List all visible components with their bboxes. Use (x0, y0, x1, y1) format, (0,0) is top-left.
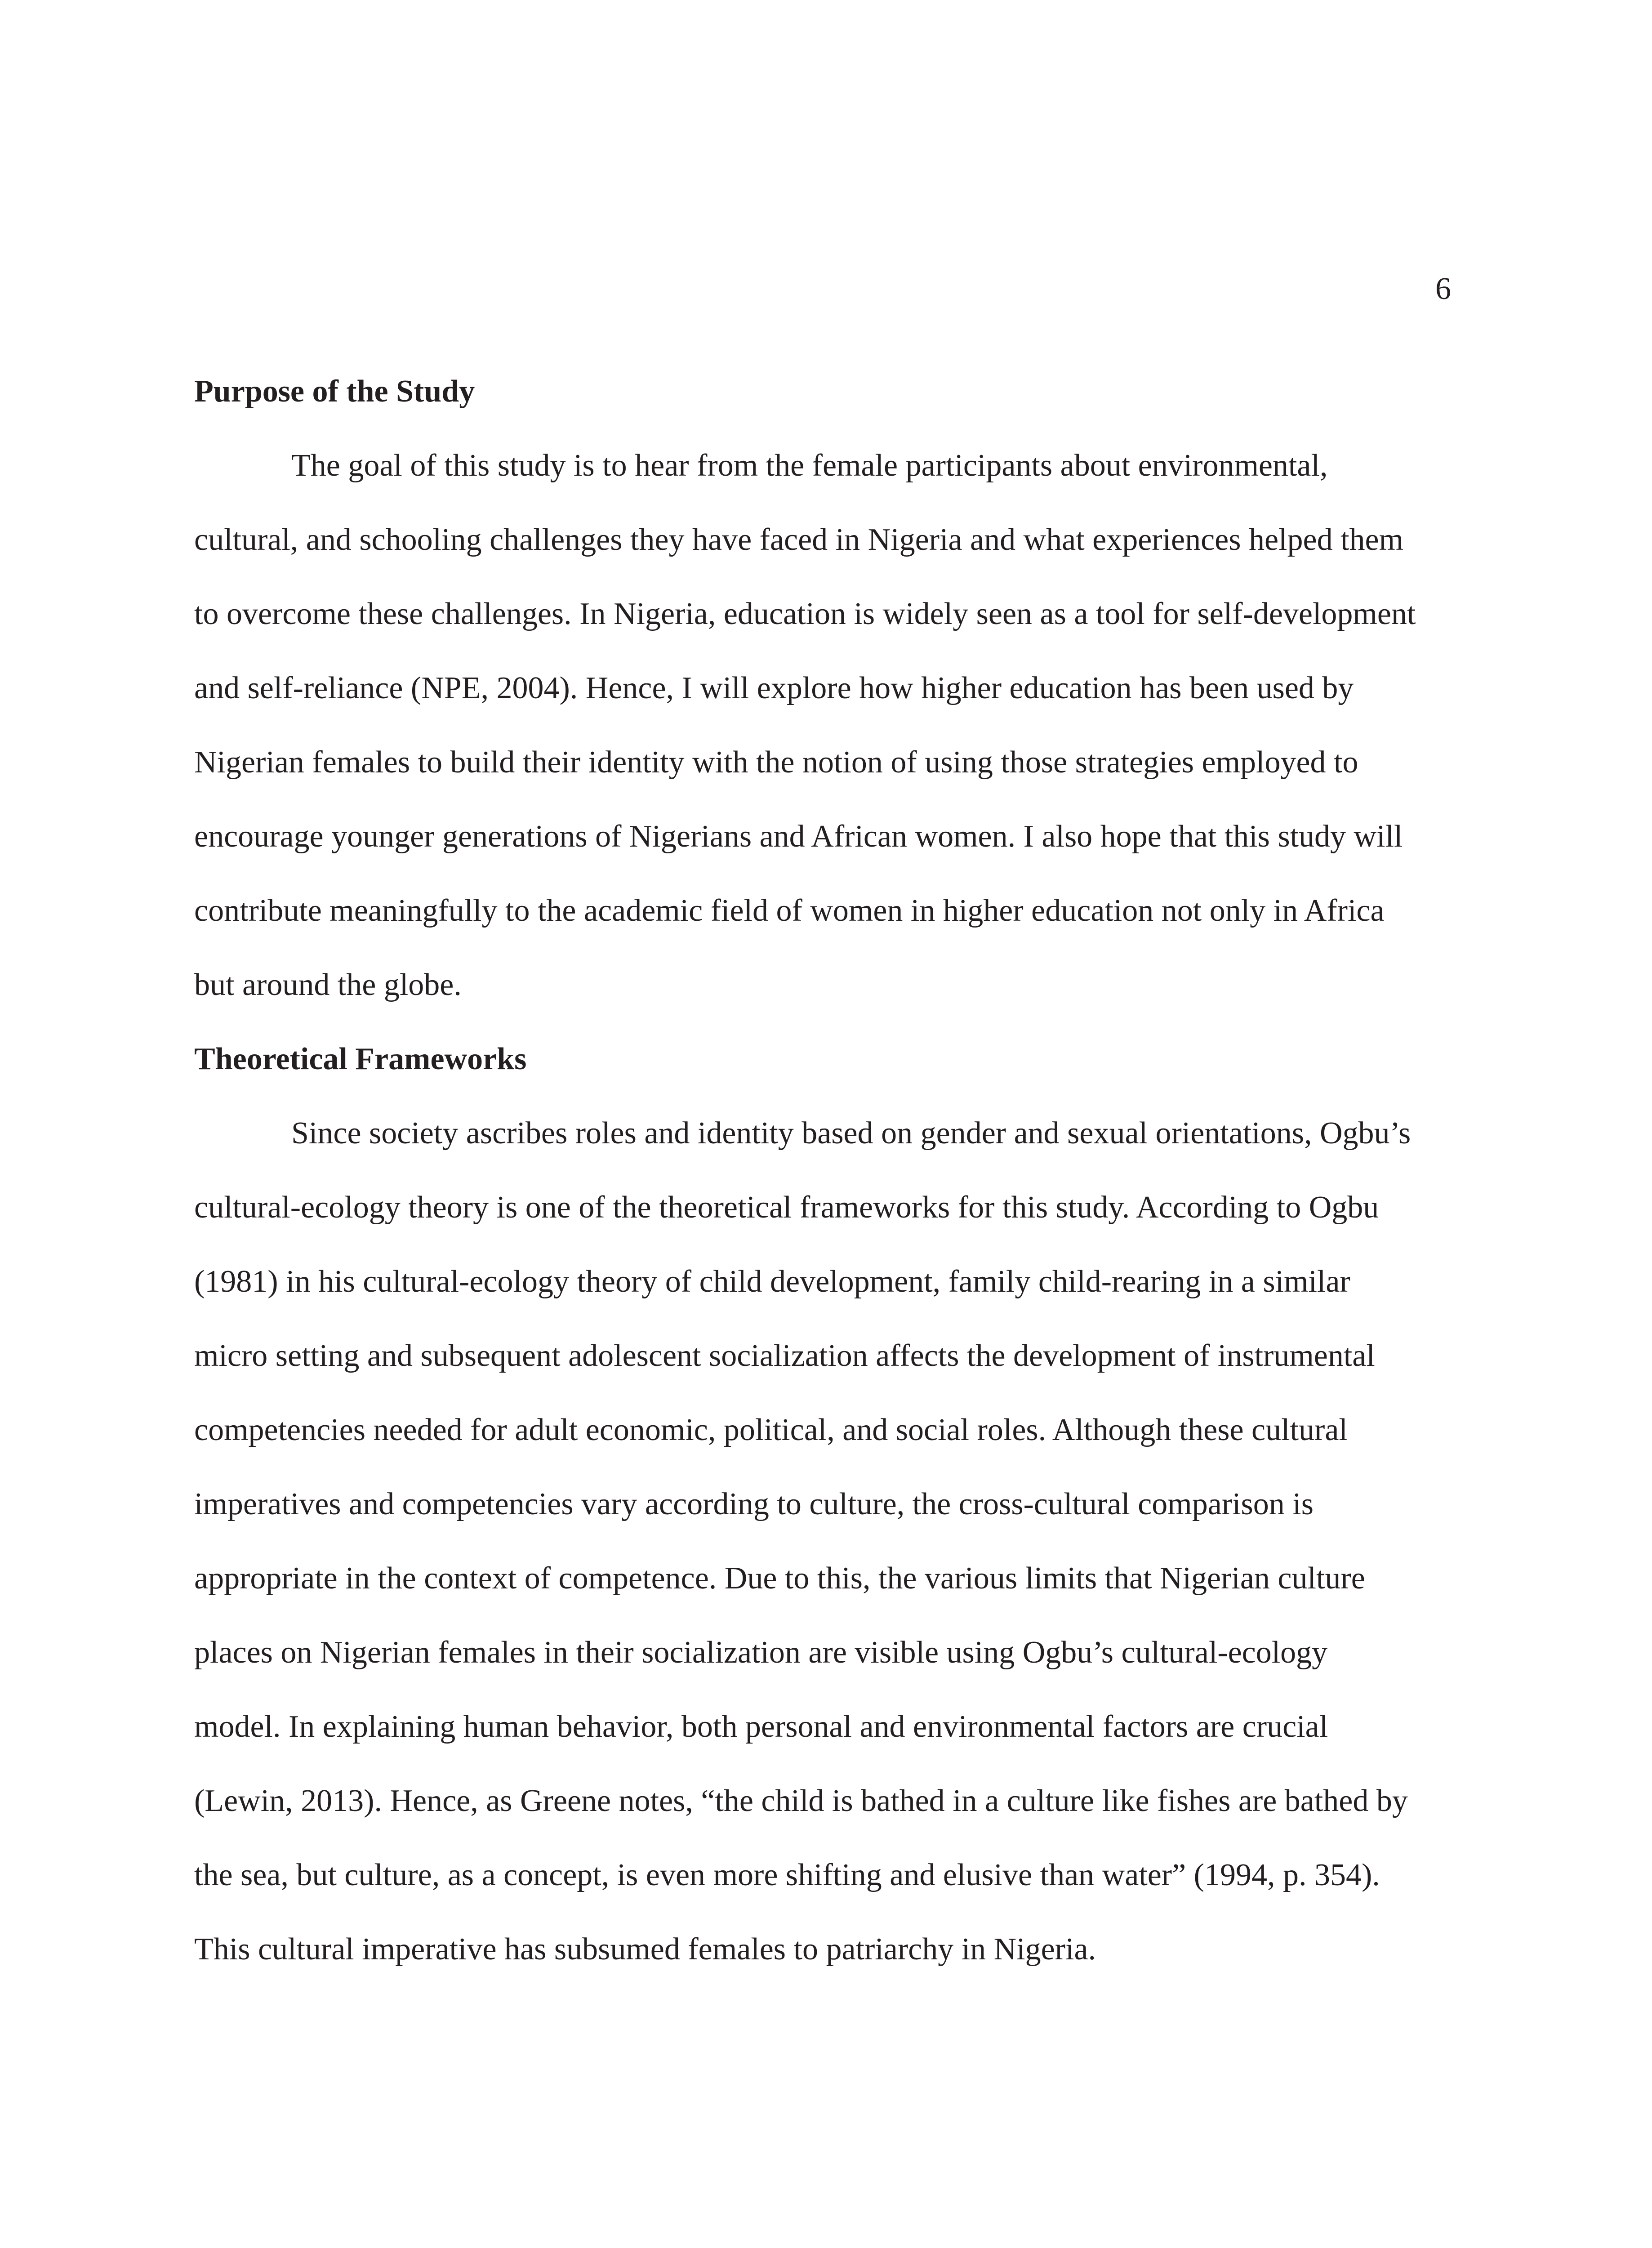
text-line: competencies needed for adult economic, political, and social roles. Although these cultural (194, 1413, 1348, 1447)
text-line: Nigerian females to build their identity with the notion of using those strategies employed to (194, 745, 1358, 780)
page-number: 6 (1435, 272, 1451, 306)
text-line: appropriate in the context of competence. Due to this, the various limits that Nigerian culture (194, 1561, 1365, 1596)
section-purpose (194, 368, 1451, 1035)
text-line: model. In explaining human behavior, both personal and environmental factors are crucial (194, 1709, 1328, 1744)
text-line: imperatives and competencies vary according to culture, the cross-cultural comparison is (194, 1487, 1314, 1521)
text-line: The goal of this study is to hear from the female participants about environmental, (291, 448, 1328, 483)
text-line: Since society ascribes roles and identity based on gender and sexual orientations, Ogbu’s (291, 1116, 1411, 1151)
text-line: but around the globe. (194, 968, 462, 1002)
text-line: places on Nigerian females in their socialization are visible using Ogbu’s cultural-ecology (194, 1635, 1328, 1670)
paragraph (194, 1110, 1451, 2000)
section-heading: Theoretical Frameworks (194, 1042, 527, 1076)
text-line: to overcome these challenges. In Nigeria, education is widely seen as a tool for self-development (194, 597, 1416, 631)
text-line: encourage younger generations of Nigerians and African women. I also hope that this study will (194, 819, 1403, 854)
section-theoretical-frameworks (194, 1035, 1451, 2000)
text-line: (Lewin, 2013). Hence, as Greene notes, “the child is bathed in a culture like fishes are bathed by (194, 1784, 1408, 1818)
text-line: micro setting and subsequent adolescent socialization affects the development of instrumental (194, 1338, 1375, 1373)
text-line: This cultural imperative has subsumed females to patriarchy in Nigeria. (194, 1932, 1096, 1967)
text-line: cultural, and schooling challenges they have faced in Nigeria and what experiences helped them (194, 522, 1404, 557)
section-heading: Purpose of the Study (194, 374, 475, 409)
document-body (194, 368, 1451, 2000)
text-line: cultural-ecology theory is one of the theoretical frameworks for this study. According to Ogbu (194, 1190, 1379, 1225)
text-line: the sea, but culture, as a concept, is even more shifting and elusive than water” (1994, p. 354). (194, 1858, 1380, 1892)
text-line: (1981) in his cultural-ecology theory of child development, family child-rearing in a similar (194, 1264, 1350, 1299)
paragraph (194, 442, 1451, 1035)
text-line: contribute meaningfully to the academic field of women in higher education not only in Africa (194, 893, 1385, 928)
text-line: and self-reliance (NPE, 2004). Hence, I will explore how higher education has been used by (194, 671, 1354, 705)
